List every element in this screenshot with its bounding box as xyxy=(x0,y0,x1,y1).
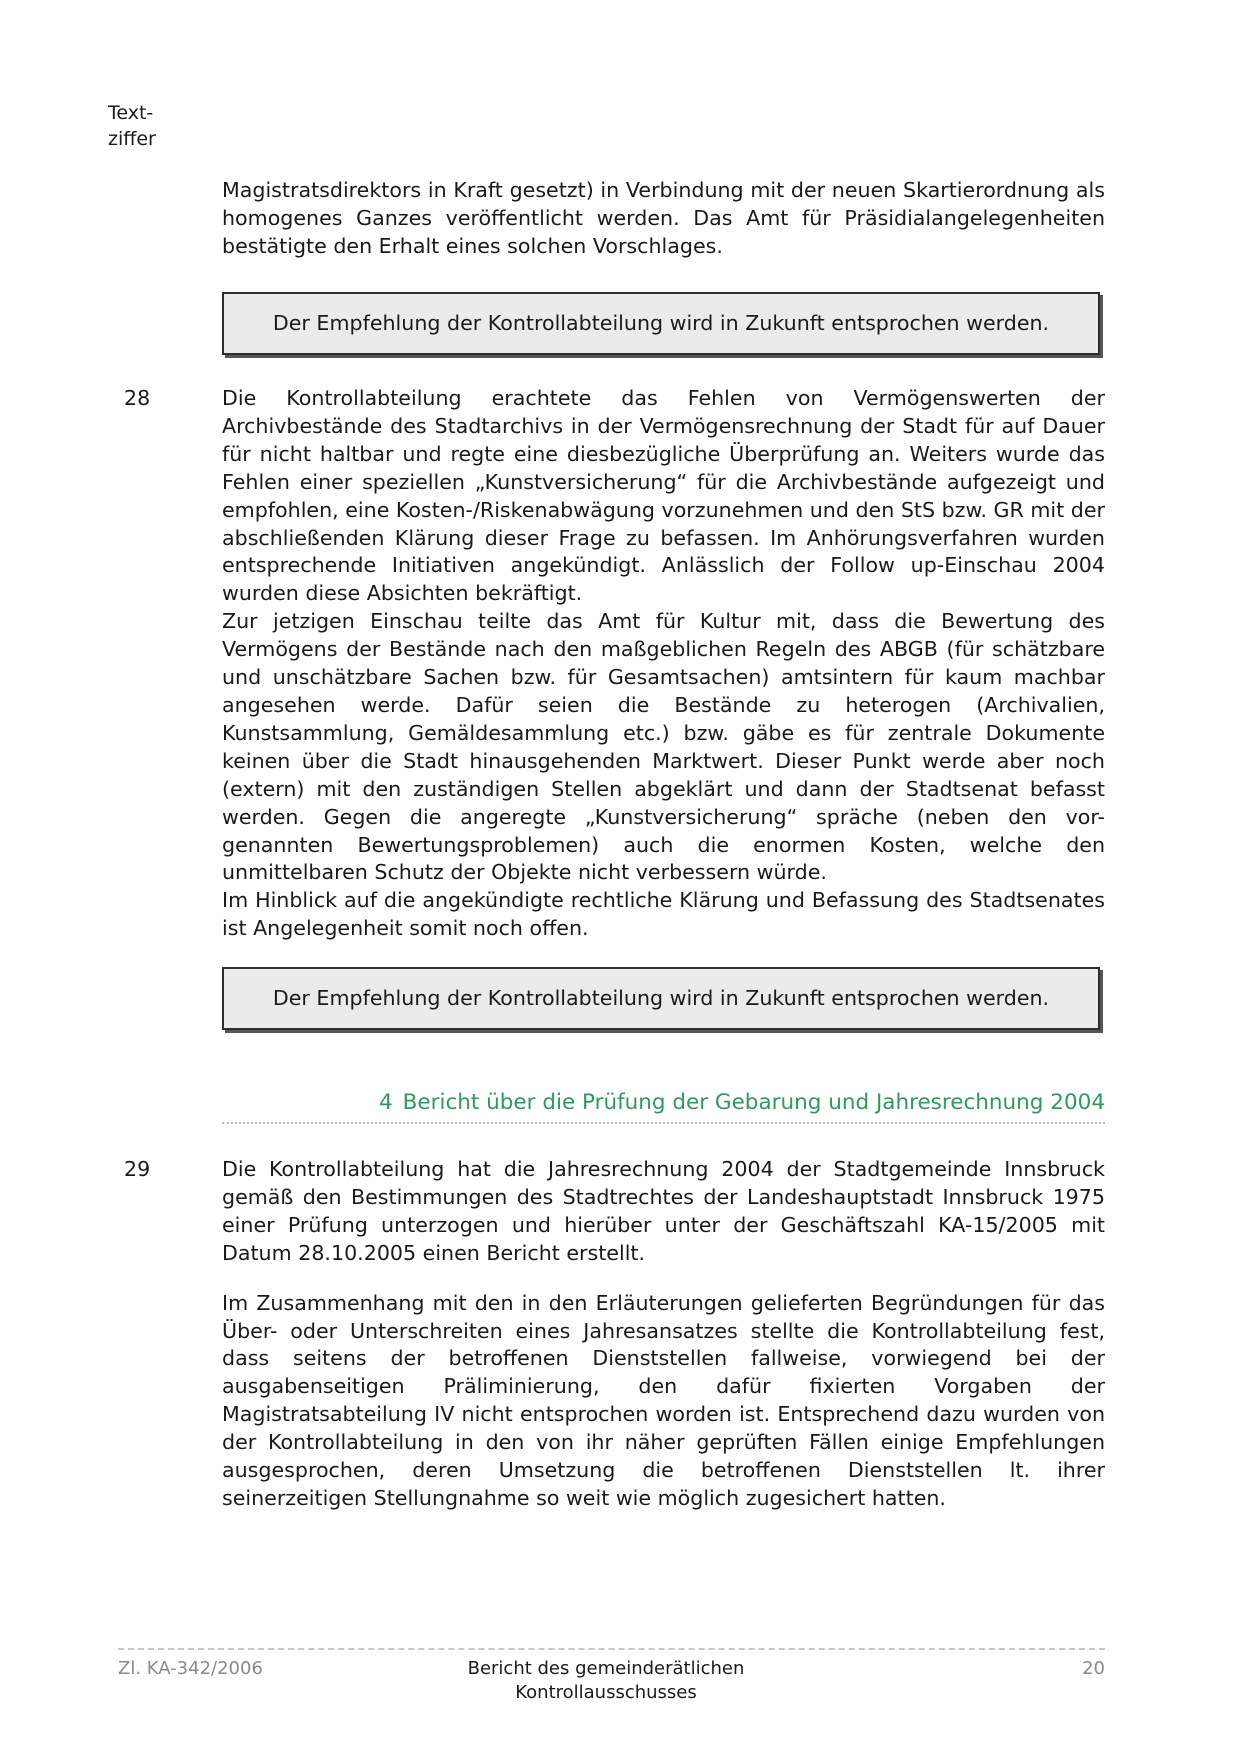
section-title: Bericht über die Prüfung der Gebarung und Jahresrechnung 2004 xyxy=(402,1090,1105,1115)
item-28-paragraph-1: Die Kontrollabteilung erachtete das Fehlen von Vermögenswerten der Archivbestände des Stadtarchivs in der Vermögensrechnung der Stadt für auf Dauer für nicht haltbar und regte eine diesbezügliche Überprüfung an. Weiters wurde das Fehlen einer speziellen „Kunstversicherung“ für die Archivbestände aufgezeigt und empfohlen, eine Kosten-/Riskenabwägung vorzunehmen und den StS bzw. GR mit der abschließenden Klärung dieser Frage zu befassen. Im Anhörungsverfahren wurden entsprechende Initiativen angekündigt. Anlässlich der Follow up-Einschau 2004 wurden diese Absichten bekräftigt. xyxy=(222,386,1105,606)
footer-divider xyxy=(118,1648,1105,1650)
item-29-paragraph-2: Im Zusammenhang mit den in den Erläuterungen gelieferten Begründungen für das Über- oder Unterschreiten eines Jahresansatzes stellte die Kontrollabteilung fest, dass seitens der betroffenen Dienststellen fallweise, vorwiegend bei der ausgabenseitigen Präliminierung, den dafür fixierten Vorgaben der Magistratsabteilung IV nicht entsprochen worden ist. Entsprechend dazu wurden von der Kontrollabteilung in den von ihr näher geprüften Fällen einige Empfehlungen ausgesprochen, deren Umsetzung die betroffenen Dienststellen lt. ihrer seinerzeitigen Stellungnahme so weit wie möglich zugesichert hatten. xyxy=(222,1290,1105,1510)
recommendation-box-1: Der Empfehlung der Kontrollabteilung wird in Zukunft entsprochen werden. xyxy=(222,292,1100,355)
margin-heading-line1: Text- xyxy=(108,102,154,124)
item-28-number: 28 xyxy=(124,386,151,410)
footer-page-number: 20 xyxy=(1082,1658,1105,1679)
intro-paragraph-block xyxy=(222,177,1105,261)
footer-title: Bericht des gemeinderätlichen Kontrollausschusses xyxy=(467,1658,745,1703)
intro-paragraph: Magistratsdirektors in Kraft gesetzt) in Verbindung mit der neuen Skartierordnung als homogenes Ganzes veröffentlicht werden. Das Amt für Präsidialangelegenheiten bestätigte den Erhalt eines solchen Vorschlages. xyxy=(222,178,1105,258)
item-29-paragraph-1: Die Kontrollabteilung hat die Jahresrechnung 2004 der Stadtgemeinde Innsbruck gemäß den Bestimmungen des Stadtrechtes der Landeshauptstadt Innsbruck 1975 einer Prüfung unterzogen und hierüber unter der Geschäftszahl KA-15/2005 mit Datum 28.10.2005 einen Bericht erstellt. xyxy=(222,1157,1105,1265)
footer-reference: Zl. KA-342/2006 xyxy=(118,1658,263,1679)
item-29-number: 29 xyxy=(124,1157,151,1181)
margin-heading-line2: ziffer xyxy=(108,128,156,150)
item-28-paragraph-2: Zur jetzigen Einschau teilte das Amt für Kultur mit, dass die Bewertung des Vermögens der Bestände nach den maßgeblichen Regeln des ABGB (für schätzbare und unschätzbare Sachen bzw. für Gesamtsachen) amtsintern für kaum machbar angesehen werde. Dafür seien die Bestände zu heterogen (Archivalien, Kunstsammlung, Gemäldesammlung etc.) bzw. gäbe es für zentrale Dokumente keinen über die Stadt hinausgehenden Marktwert. Dieser Punkt werde aber noch (extern) mit den zuständigen Stellen abgeklärt und dann der Stadtsenat befasst werden. Gegen die angeregte „Kunstversicherung“ spräche (neben den vor-genannten Bewertungsproblemen) auch die enormen Kosten, welche den unmittelbaren Schutz der Objekte nicht verbessern würde. xyxy=(222,609,1105,885)
section-number: 4 xyxy=(378,1090,393,1115)
item-29-body xyxy=(222,1156,1105,1513)
item-28-paragraph-3: Im Hinblick auf die angekündigte rechtliche Klärung und Befassung des Stadtsenates ist Angelegenheit somit noch offen. xyxy=(222,888,1105,941)
recommendation-box-2: Der Empfehlung der Kontrollabteilung wird in Zukunft entsprochen werden. xyxy=(222,967,1100,1030)
item-28-body xyxy=(222,385,1105,943)
section-heading xyxy=(222,1088,1105,1124)
margin-heading xyxy=(108,100,156,152)
